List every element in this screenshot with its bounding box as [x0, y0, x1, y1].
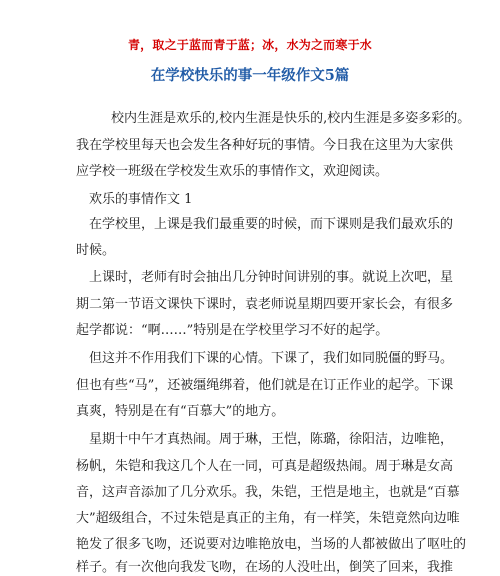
paragraph-line: 但也有些“马”，还被缰绳绑着，他们就是在订正作业的起学。下课	[76, 378, 454, 393]
paragraph-line: 艳发了很多飞吻，还说要对边唯艳放电，当场的人都被做出了呕吐的	[76, 537, 467, 552]
document-title: 在学校快乐的事一年级作文5篇	[150, 67, 350, 84]
paragraph-line: 真爽，特别是在有“百慕大”的地方。	[76, 404, 285, 419]
paragraph-line: 音，这声音添加了几分欢乐。我，朱铠，王恺是地主，也就是“百慕	[76, 485, 460, 500]
paragraph-line: 校内生涯是欢乐的,校内生涯是快乐的,校内生涯是多姿多彩的。	[111, 111, 471, 126]
paragraph-line: 样子。有一次他向我发飞吻，在场的人没吐出，倒笑了回来，我推	[76, 560, 454, 575]
paragraph-line: 杨帆，朱铠和我这几个人在一同，可真是超级热闹。周于琳是女高	[76, 459, 454, 474]
header-motto: 青，取之于蓝而青于蓝；冰，水为之而寒于水	[127, 38, 372, 52]
paragraph-line: 时候。	[76, 243, 116, 258]
paragraph-line: 星期十中午才真热闹。周于琳，王恺，陈璐，徐阳洁，边唯艳，	[89, 432, 454, 447]
paragraph-line: 起学都说：“啊……”特别是在学校里学习不好的起学。	[76, 323, 389, 338]
paragraph-line: 期二第一节语文课快下课时，袁老师说星期四要开家长会，有很多	[76, 297, 454, 312]
paragraph-line: 我在学校里每天也会发生各种好玩的事情。今日我在这里为大家供	[76, 138, 454, 153]
paragraph-line: 上课时，老师有时会抽出几分钟时间讲别的事。就说上次吧，星	[89, 270, 454, 285]
paragraph-line: 在学校里，上课是我们最重要的时候，而下课则是我们最欢乐的	[89, 217, 454, 232]
paragraph-line: 大”超级组合，不过朱铠是真正的主角，有一样笑，朱铠竟然向边唯	[76, 511, 460, 526]
section-heading: 欢乐的事情作文 1	[89, 192, 193, 207]
paragraph-line: 但这并不作用我们下课的心情。下课了，我们如同脱僵的野马。	[89, 351, 454, 366]
paragraph-line: 应学校一班级在学校发生欢乐的事情作文，欢迎阅读。	[76, 164, 389, 179]
